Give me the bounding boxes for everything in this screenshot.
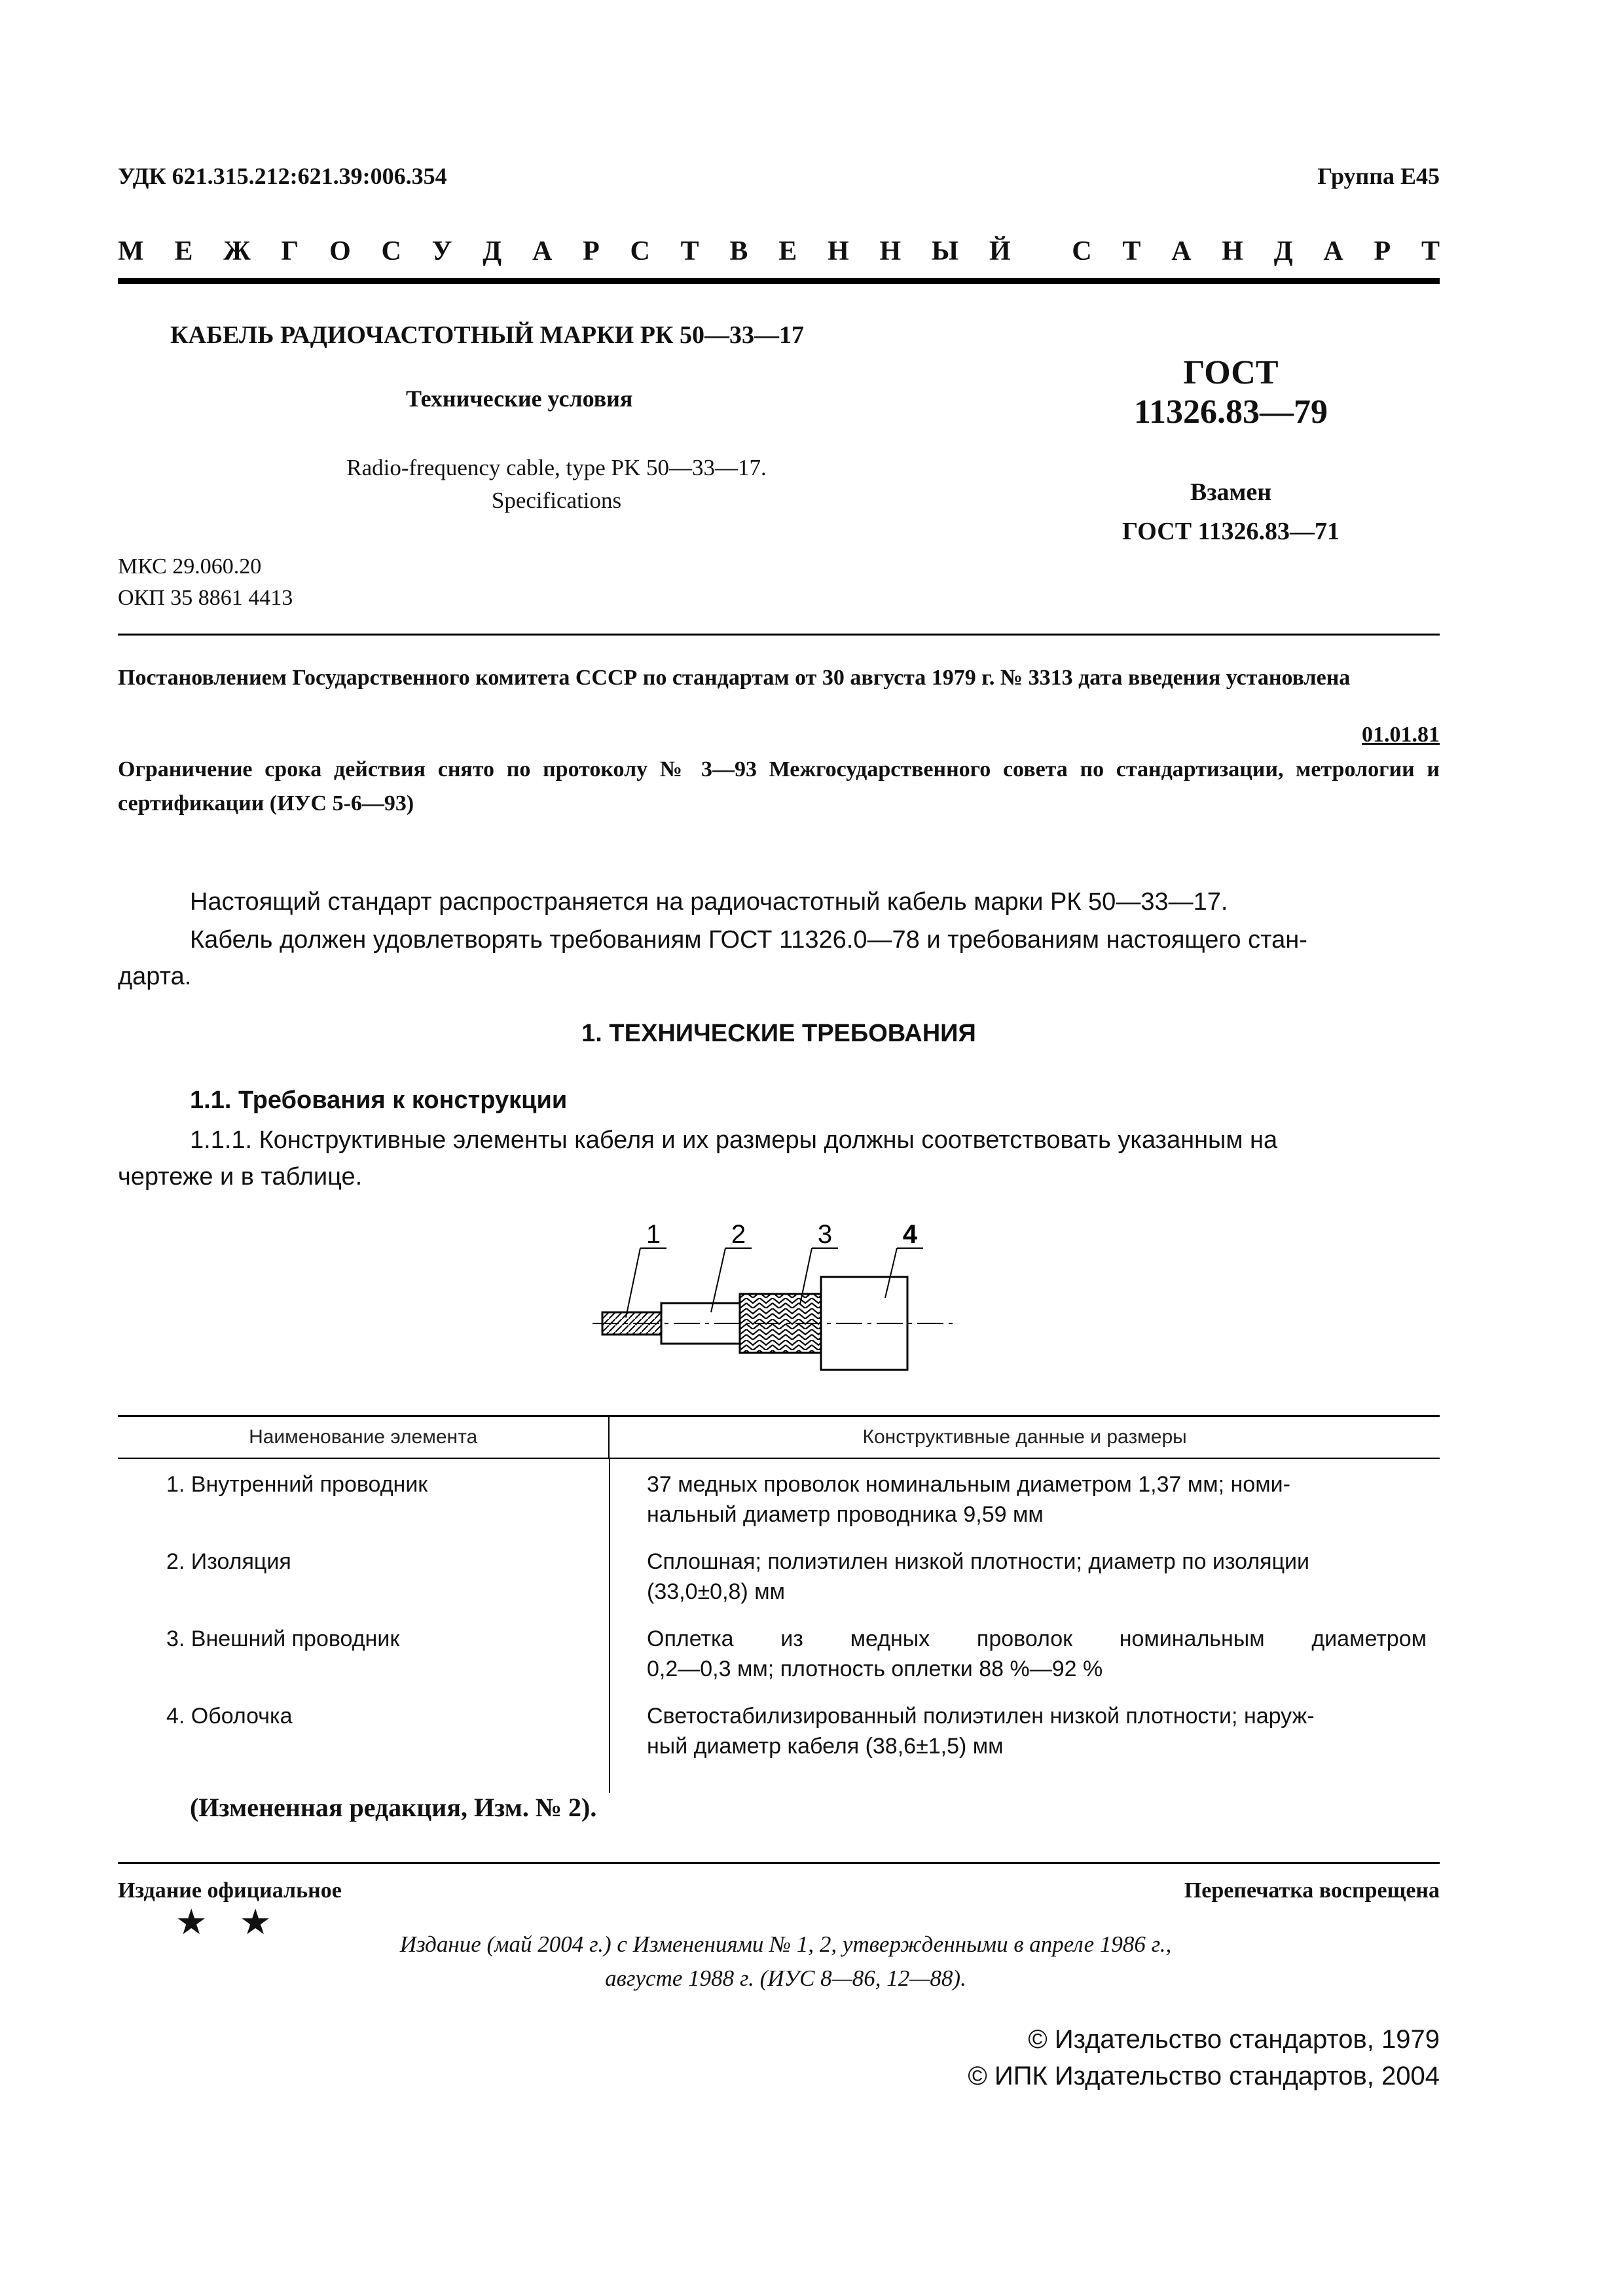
heading-letter: Н [879, 236, 902, 266]
section-title: 1. ТЕХНИЧЕСКИЕ ТРЕБОВАНИЯ [581, 1020, 976, 1047]
heading-letter: Ы [931, 236, 959, 266]
heading-letter: С [630, 236, 650, 266]
subsection-paragraph-line1: 1.1.1. Конструктивные элементы кабеля и их размеры должны соответствовать указанным на [190, 1126, 1278, 1154]
row-data-line: ный диаметр кабеля (38,6±1,5) мм [647, 1734, 1004, 1759]
row-element-data [609, 1536, 1440, 1613]
document-title: КАБЕЛЬ РАДИОЧАСТОТНЫЙ МАРКИ РК 50—33—17 [170, 321, 804, 349]
group-code: Группа Е45 [1317, 163, 1440, 189]
drawing-label-4: 4 [902, 1220, 918, 1249]
udk-code: УДК 621.315.212:621.39:006.354 [118, 163, 447, 189]
header-element-name: Наименование элемента [118, 1417, 610, 1458]
document-subtitle: Технические условия [406, 386, 633, 412]
row-element-name: 4. Оболочка [166, 1704, 293, 1729]
heading-letter: С [1072, 236, 1092, 266]
drawing-label-1: 1 [646, 1220, 661, 1249]
row-data-line: Светостабилизированный полиэтилен низкой плотности; наруж- [647, 1704, 1315, 1729]
heading-letter: Р [583, 236, 600, 266]
decree-date: 01.01.81 [1362, 723, 1440, 747]
table-column-divider [609, 1459, 610, 1793]
row-data-line: 37 медных проволок номинальным диаметром 1,37 мм; номи- [647, 1472, 1290, 1497]
heading-letter: Е [778, 236, 797, 266]
decree-text: Постановлением Государственного комитета СССР по стандартам от 30 августа 1979 г. № 3313 дата введения установлена [118, 666, 1351, 690]
heading-letter: У [431, 236, 452, 266]
header-construction-data: Конструктивные данные и размеры [862, 1426, 1187, 1448]
heading-rule [118, 278, 1440, 284]
okp-code: ОКП 35 8861 4413 [118, 586, 293, 610]
heading-letter: Е [174, 236, 193, 266]
intro-paragraph-2-line2: дарта. [118, 963, 192, 990]
drawing-label-2: 2 [731, 1220, 746, 1249]
replaces-standard: ГОСТ 11326.83—71 [1122, 518, 1340, 545]
row-data-line: Оплетка из медных проволок номинальным диаметром [647, 1626, 1427, 1651]
heading-letter: Т [1421, 236, 1440, 266]
construction-table [118, 1415, 1440, 1768]
row-data-line: 0,2—0,3 мм; плотность оплетки 88 %—92 % [647, 1657, 1103, 1681]
heading-letter: Н [1222, 236, 1243, 266]
row-data-line: нальный диаметр проводника 9,59 мм [647, 1502, 1044, 1527]
intro-paragraph-2-line1: Кабель должен удовлетворять требованиям ГОСТ 11326.0—78 и требованиям настоящего стан- [190, 926, 1307, 954]
amendment-note: (Измененная редакция, Изм. № 2). [190, 1793, 597, 1822]
row-element-data [609, 1459, 1440, 1536]
heading-letter: В [729, 236, 748, 266]
heading-letter: Г [281, 236, 299, 266]
row-data-line: Сплошная; полиэтилен низкой плотности; диаметр по изоляции [647, 1549, 1310, 1574]
table-row [118, 1536, 1440, 1613]
heading-letter: С [381, 236, 401, 266]
footer-rule [118, 1862, 1440, 1864]
row-element-name: 3. Внешний проводник [166, 1626, 400, 1651]
table-row [118, 1691, 1440, 1768]
table-row [118, 1613, 1440, 1691]
heading-letter: Т [1122, 236, 1141, 266]
copyright-2004: © ИПК Издательство стандартов, 2004 [968, 2062, 1440, 2090]
intro-paragraph-1: Настоящий стандарт распространяется на радиочастотный кабель марки РК 50—33—17. [190, 888, 1228, 916]
replaces-label: Взамен [1190, 478, 1272, 506]
row-element-data [609, 1691, 1440, 1768]
table-header [118, 1417, 1440, 1459]
heading-letter: Д [483, 236, 502, 266]
heading-letter: Н [828, 236, 849, 266]
row-element-name: 1. Внутренний проводник [166, 1472, 428, 1497]
title-block-rule [118, 634, 1440, 636]
english-title-line2: Specifications [491, 488, 622, 513]
copyright-1979: © Издательство стандартов, 1979 [1028, 2025, 1440, 2054]
gost-number: 11326.83—79 [1133, 393, 1328, 431]
limitation-text: Ограничение срока действия снято по протоколу № 3—93 Межгосударственного совета по стандартизации, метрологии и сертификации (ИУС 5-6—93) [118, 757, 1440, 816]
heading-letter: Ж [223, 236, 251, 266]
english-title-line1: Radio-frequency cable, type PK 50—33—17. [346, 455, 767, 480]
table-row [118, 1459, 1440, 1536]
no-reprint-label: Перепечатка воспрещена [1184, 1878, 1440, 1903]
edition-note-line1: Издание (май 2004 г.) с Изменениями № 1, 2, утвержденными в апреле 1986 г., [399, 1931, 1172, 1957]
standard-type-heading [118, 236, 1440, 267]
heading-letter: А [1323, 236, 1343, 266]
heading-letter: Д [1273, 236, 1293, 266]
row-element-name: 2. Изоляция [166, 1549, 291, 1574]
row-element-data [609, 1613, 1440, 1691]
heading-letter: А [1171, 236, 1192, 266]
heading-letter: Й [989, 236, 1011, 266]
edition-note-line2: августе 1988 г. (ИУС 8—86, 12—88). [605, 1965, 966, 1991]
subsection-title: 1.1. Требования к конструкции [190, 1086, 568, 1114]
cable-cross-section-drawing [589, 1214, 982, 1397]
drawing-label-3: 3 [817, 1220, 833, 1249]
heading-letter: А [532, 236, 553, 266]
official-edition-label: Издание официальное [118, 1878, 342, 1903]
mks-code: МКС 29.060.20 [118, 554, 262, 579]
subsection-paragraph-line2: чертеже и в таблице. [118, 1163, 363, 1191]
gost-label: ГОСТ [1183, 354, 1279, 391]
heading-letter: М [118, 236, 144, 266]
table-body [118, 1459, 1440, 1768]
row-data-line: (33,0±0,8) мм [647, 1579, 785, 1604]
heading-letter: Р [1374, 236, 1391, 266]
heading-letter: Т [680, 236, 699, 266]
heading-letter: О [329, 236, 351, 266]
stars-mark: ★ ★ [175, 1903, 283, 1942]
